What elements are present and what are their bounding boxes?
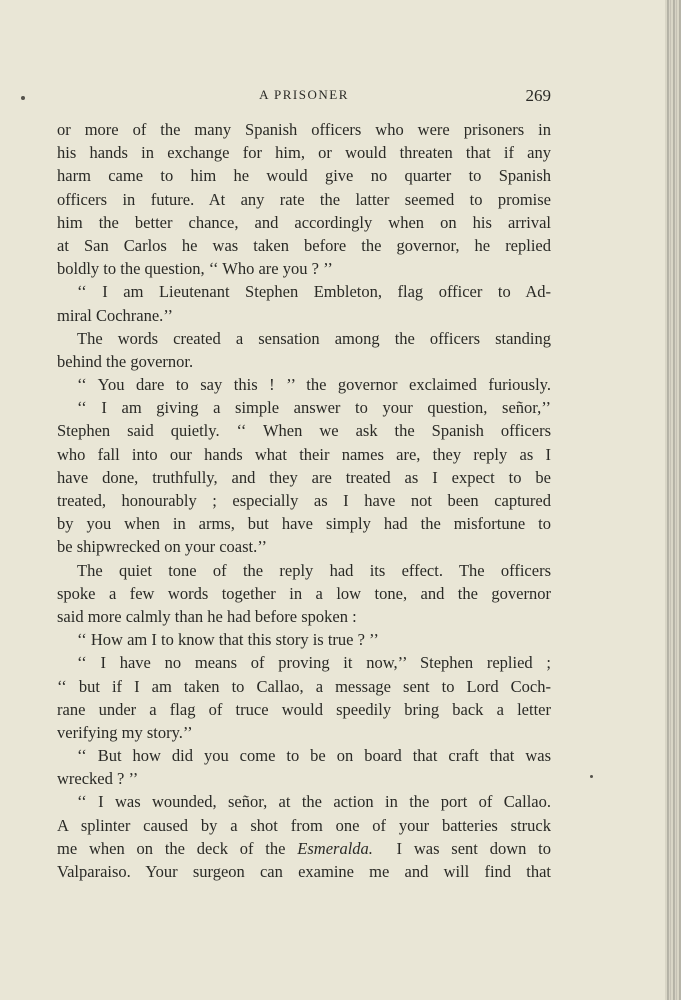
text-line: ‘‘ I have no means of proving it now,’’ Stephen replied ; bbox=[77, 653, 551, 673]
text-line: ‘‘ I am Lieutenant Stephen Embleton, flag officer to Ad- bbox=[77, 282, 551, 302]
text-line: A splinter caused by a shot from one of your batteries struck bbox=[57, 815, 551, 835]
text-line: Valparaiso. Your surgeon can examine me and will find that bbox=[57, 862, 551, 881]
text-line: verifying my story.’’ bbox=[57, 722, 193, 742]
text-line: ‘‘ How am I to know that this story is true ? ’’ bbox=[77, 630, 379, 650]
text-line: ‘‘ I was wounded, señor, at the action in the port of Callao. bbox=[77, 792, 551, 812]
text-line: harm came to him he would give no quarter to Spanish bbox=[57, 166, 551, 186]
text-line: treated, honourably ; especially as I have not been captured bbox=[57, 491, 551, 510]
running-head: A PRISONER bbox=[259, 87, 349, 102]
print-speck bbox=[590, 775, 593, 778]
text-line-tail: I was sent down to bbox=[372, 838, 552, 858]
text-line: or more of the many Spanish officers who were prisoners in bbox=[57, 120, 551, 139]
text-line: The quiet tone of the reply had its effect. The officers bbox=[77, 560, 551, 580]
text-line: him the better chance, and accordingly when on his arrival bbox=[57, 212, 551, 232]
text-line: be shipwrecked on your coast.’’ bbox=[57, 537, 267, 557]
text-line: miral Cochrane.’’ bbox=[57, 305, 174, 325]
text-line: rane under a flag of truce would speedily bring back a letter bbox=[57, 699, 551, 719]
ship-name-italic: Esmeralda. bbox=[297, 838, 373, 858]
text-line: said more calmly than he had before spoken : bbox=[57, 606, 357, 626]
page-edge bbox=[665, 0, 681, 1000]
text-line: officers in future. At any rate the latter seemed to promise bbox=[57, 189, 551, 209]
text-line: by you when in arms, but have simply had the misfortune to bbox=[57, 514, 551, 534]
text-line: ‘‘ I am giving a simple answer to your question, señor,’’ bbox=[77, 398, 551, 418]
text-line: have done, truthfully, and they are treated as I expect to be bbox=[57, 467, 551, 487]
text-line: ‘‘ You dare to say this ! ’’ the governor exclaimed furiously. bbox=[77, 375, 551, 395]
text-line: behind the governor. bbox=[57, 351, 194, 371]
text-line: ‘‘ But how did you come to be on board that craft that was bbox=[77, 746, 551, 766]
body-text bbox=[57, 118, 551, 883]
page-header bbox=[57, 86, 551, 106]
text-line: The words created a sensation among the officers standing bbox=[77, 328, 551, 348]
text-line: at San Carlos he was taken before the governor, he replied bbox=[57, 235, 551, 255]
text-line: spoke a few words together in a low tone, and the governor bbox=[57, 583, 551, 603]
text-line-with-italic bbox=[57, 837, 551, 860]
text-line: ‘‘ but if I am taken to Callao, a message sent to Lord Coch- bbox=[57, 676, 551, 696]
text-line: Stephen said quietly. ‘‘ When we ask the Spanish officers bbox=[57, 421, 551, 441]
page-number: 269 bbox=[525, 86, 551, 105]
text-line: boldly to the question, ‘‘ Who are you ? ’’ bbox=[57, 259, 333, 279]
text-line: wrecked ? ’’ bbox=[57, 769, 139, 789]
text-line: who fall into our hands what their names are, they reply as I bbox=[57, 444, 551, 464]
print-speck bbox=[21, 96, 25, 100]
text-line: his hands in exchange for him, or would threaten that if any bbox=[57, 143, 551, 163]
text-line-head: me when on the deck of the bbox=[57, 838, 286, 858]
